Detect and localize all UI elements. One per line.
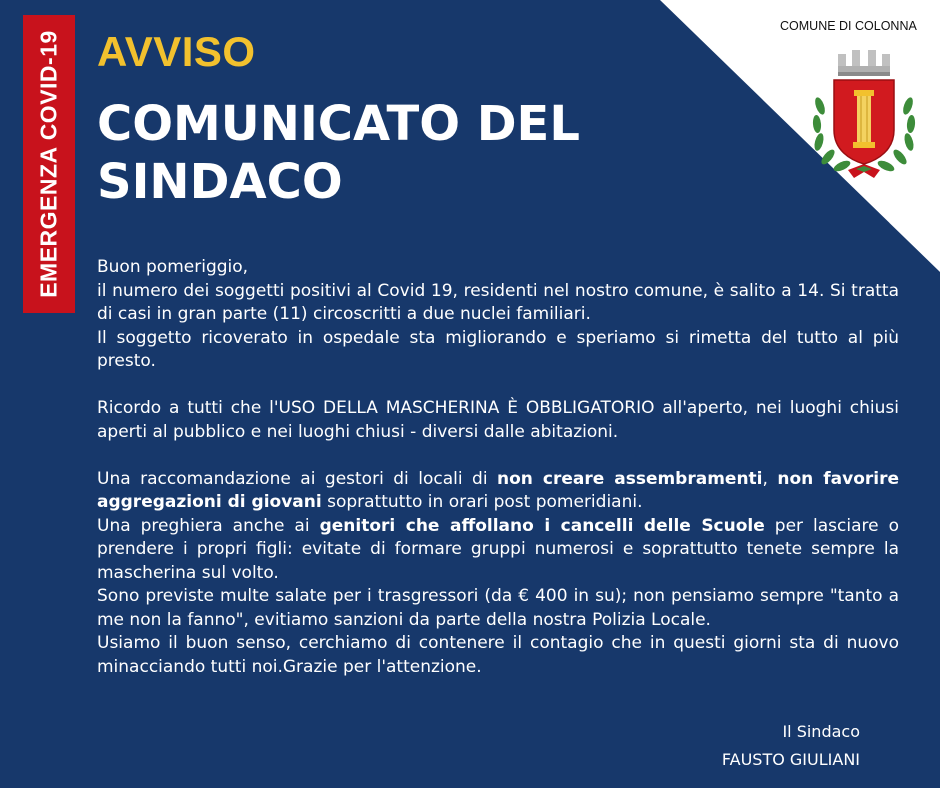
signature bbox=[722, 718, 860, 774]
paragraph-closing: Usiamo il buon senso, cerchiamo di contenere il contagio che in questi giorni sta di nuovo minacciando tutti noi.Grazie per l'attenzione. bbox=[97, 633, 899, 677]
page-title: COMUNICATO DEL SINDACO bbox=[97, 96, 580, 210]
emergency-banner-label: EMERGENZA COVID-19 bbox=[35, 30, 62, 298]
paragraph-schools: Una preghiera anche ai genitori che affollano i cancelli delle Scuole per lasciare o prendere i propri figli: evitate di formare gruppi numerosi e soprattutto tenete sempre la mascherina sul volto. bbox=[97, 515, 899, 583]
greeting: Buon pomeriggio, bbox=[97, 257, 249, 277]
notice-body bbox=[97, 256, 899, 679]
signature-role: Il Sindaco bbox=[782, 722, 860, 741]
paragraph-fines: Sono previste multe salate per i trasgressori (da € 400 in su); non pensiamo sempre "tanto a me non la fanno", evitiamo sanzioni da parte della nostra Polizia Locale. bbox=[97, 586, 899, 630]
municipal-crest-icon bbox=[808, 44, 920, 182]
notice-kicker: AVVISO bbox=[97, 28, 256, 75]
paragraph-hospital: Il soggetto ricoverato in ospedale sta migliorando e speriamo si rimetta del tutto al più presto. bbox=[97, 327, 899, 371]
municipality-name: COMUNE DI COLONNA bbox=[780, 19, 917, 33]
signature-name: FAUSTO GIULIANI bbox=[721, 750, 860, 769]
paragraph-venues: Una raccomandazione ai gestori di locali di non creare assembramenti, non favorire aggregazioni di giovani soprattutto in orari post pomeridiani. bbox=[97, 468, 900, 512]
paragraph-cases: il numero dei soggetti positivi al Covid 19, residenti nel nostro comune, è salito a 14. Si tratta di casi in gran parte (11) circoscritti a due nuclei familiari. bbox=[97, 280, 899, 324]
paragraph-masks: Ricordo a tutti che l'USO DELLA MASCHERINA È OBBLIGATORIO all'aperto, nei luoghi chiusi aperti al pubblico e nei luoghi chiusi - diversi dalle abitazioni. bbox=[97, 398, 899, 442]
